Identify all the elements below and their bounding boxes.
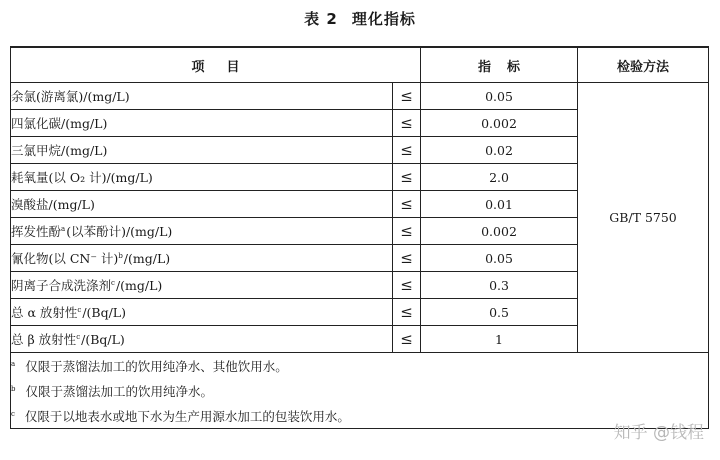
operator: ≤ [393, 83, 421, 110]
limit-value: 0.002 [421, 218, 578, 245]
item-unit: /(mg/L) [115, 278, 163, 293]
test-method: GB/T 5750 [578, 83, 709, 353]
header-item: 项目 [11, 47, 421, 83]
operator: ≤ [393, 110, 421, 137]
footnote-c [11, 403, 708, 428]
footnote-text: 仅限于以地表水或地下水为生产用源水加工的包装饮用水。 [24, 409, 350, 425]
footnote-text: 仅限于蒸馏法加工的饮用纯净水、其他饮用水。 [25, 359, 288, 375]
footnote-ref: b [118, 251, 123, 260]
operator: ≤ [393, 218, 421, 245]
item-name [11, 83, 393, 110]
item-name [11, 164, 393, 191]
table-number: 表 2 [304, 10, 338, 28]
item-unit: (以苯酚计)/(mg/L) [66, 224, 173, 239]
header-value: 指标 [421, 47, 578, 83]
footnote-mark: b [11, 385, 16, 394]
footnote-mark: a [11, 360, 16, 368]
footnote-a [11, 353, 708, 378]
spec-table [10, 46, 709, 429]
operator: ≤ [393, 164, 421, 191]
footnote-ref: c [76, 332, 81, 341]
limit-value: 2.0 [421, 164, 578, 191]
footnote-ref: a [61, 224, 66, 233]
item-name [11, 245, 393, 272]
operator: ≤ [393, 137, 421, 164]
item-label: 四氯化碳/(mg/L) [11, 116, 108, 131]
limit-value: 1 [421, 326, 578, 353]
item-label: 总 β 放射性 [11, 332, 77, 347]
operator: ≤ [393, 191, 421, 218]
item-label: 溴酸盐/(mg/L) [11, 197, 95, 212]
limit-value: 0.05 [421, 83, 578, 110]
item-label: 耗氧量(以 O₂ 计)/(mg/L) [11, 170, 153, 185]
limit-value: 0.05 [421, 245, 578, 272]
watermark: 知乎 @钱程 [613, 423, 704, 443]
item-name [11, 326, 393, 353]
operator: ≤ [393, 245, 421, 272]
table-row [11, 83, 709, 110]
limit-value: 0.002 [421, 110, 578, 137]
item-label: 总 α 放射性 [11, 305, 78, 320]
operator: ≤ [393, 272, 421, 299]
limit-value: 0.5 [421, 299, 578, 326]
limit-value: 0.3 [421, 272, 578, 299]
footnotes-cell [11, 353, 709, 429]
footnote-ref: c [111, 278, 115, 287]
item-unit: /(mg/L) [123, 251, 171, 266]
limit-value: 0.02 [421, 137, 578, 164]
table-title-text: 理化指标 [351, 10, 416, 28]
footnote-text: 仅限于蒸馏法加工的饮用纯净水。 [25, 384, 213, 400]
item-name [11, 218, 393, 245]
item-name [11, 299, 393, 326]
operator: ≤ [393, 326, 421, 353]
item-name [11, 137, 393, 164]
item-unit: /(Bq/L) [82, 305, 126, 320]
item-unit: /(Bq/L) [81, 332, 125, 347]
header-row [11, 47, 709, 83]
operator: ≤ [393, 299, 421, 326]
table-title [0, 8, 720, 29]
item-name [11, 272, 393, 299]
item-name [11, 191, 393, 218]
item-name [11, 110, 393, 137]
item-label: 余氯(游离氯)/(mg/L) [11, 89, 130, 104]
footnote-b [11, 378, 708, 403]
item-label: 挥发性酚 [11, 224, 62, 239]
header-method: 检验方法 [578, 47, 709, 83]
footnote-mark: c [11, 410, 15, 419]
item-label: 阴离子合成洗涤剂 [11, 278, 112, 293]
limit-value: 0.01 [421, 191, 578, 218]
footnote-ref: c [77, 305, 82, 314]
footnotes-row [11, 353, 709, 429]
item-label: 氰化物(以 CN⁻ 计) [11, 251, 119, 266]
item-label: 三氯甲烷/(mg/L) [11, 143, 108, 158]
